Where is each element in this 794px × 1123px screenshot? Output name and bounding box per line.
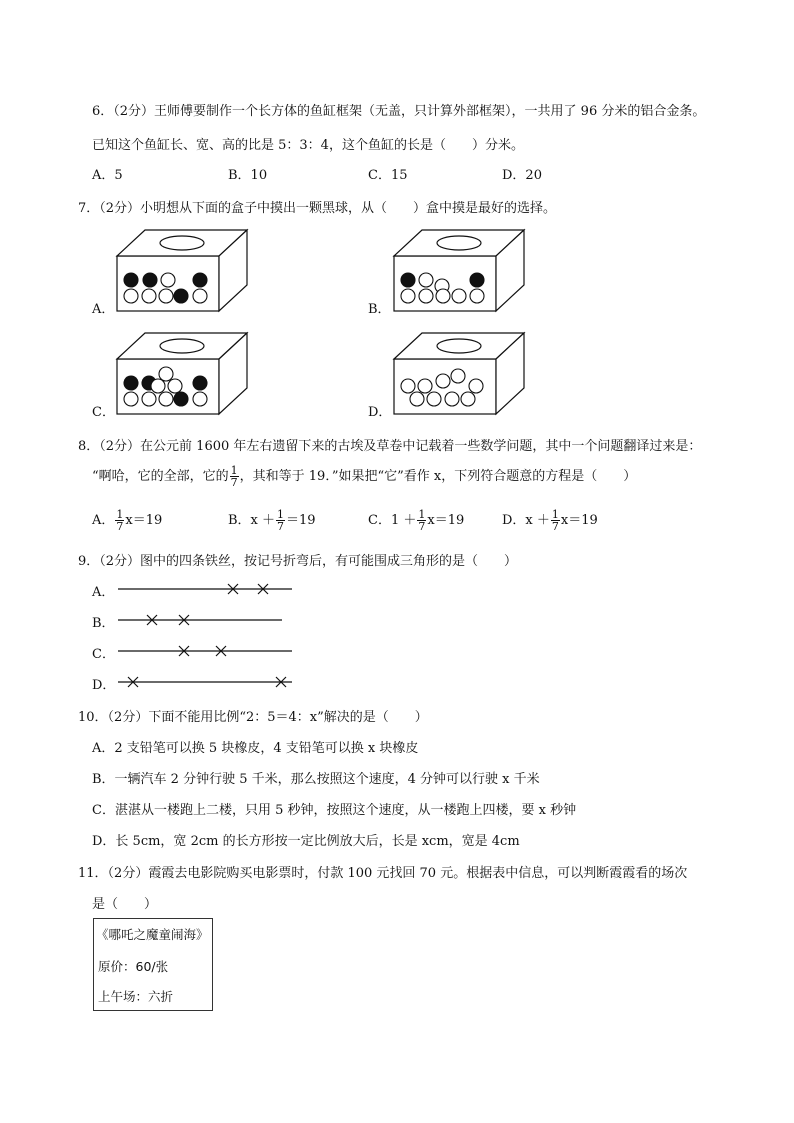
q7-label-a: A． — [92, 302, 115, 317]
q6-line2: 已知这个鱼缸长、宽、高的比是 5：3：4，这个鱼缸的长是（ ）分米。 — [92, 138, 524, 153]
white-ball — [410, 392, 424, 406]
white-ball — [461, 392, 475, 406]
ball-box-c — [115, 331, 250, 416]
white-ball — [470, 289, 484, 303]
box-opening — [437, 236, 481, 250]
white-ball — [159, 367, 173, 381]
q8-option-a: A． $\frac{1}{7}$ x＝19 — [92, 508, 163, 533]
q8-option-c: C．1 ＋ $\frac{1}{7}$ x＝19 — [368, 508, 465, 533]
q10-option-c: C．湛湛从一楼跑上二楼，只用 5 秒钟，按照这个速度，从一楼跑上四楼，要 x 秒钟 — [92, 803, 577, 818]
black-ball — [401, 273, 415, 287]
black-ball — [124, 273, 138, 287]
white-ball — [419, 273, 433, 287]
white-ball — [124, 392, 138, 406]
q7-label-b: B． — [368, 302, 391, 317]
q9-label-d: D． — [92, 678, 116, 693]
black-ball — [193, 273, 207, 287]
white-ball — [427, 392, 441, 406]
white-ball — [451, 369, 465, 383]
white-ball — [151, 379, 165, 393]
white-ball — [168, 379, 182, 393]
white-ball — [445, 392, 459, 406]
q9-label-a: A． — [92, 585, 115, 600]
q6-option-d: D．20 — [502, 168, 542, 183]
q6-option-b: B．10 — [228, 168, 268, 183]
q9-label-b: B． — [92, 616, 115, 631]
q8-option-d: D．x ＋ $\frac{1}{7}$ x＝19 — [502, 508, 598, 533]
q11-line2: 是（ ） — [92, 897, 158, 912]
wire-c — [110, 641, 300, 661]
white-ball — [161, 273, 175, 287]
q9-text: 9．（2分）图中的四条铁丝，按记号折弯后，有可能围成三角形的是（ ） — [78, 554, 518, 569]
q8-fraction: $\frac{1}{7}$ — [230, 464, 238, 489]
white-ball — [452, 289, 466, 303]
box-opening — [160, 236, 204, 250]
wire-a — [110, 579, 300, 599]
ball-box-a — [115, 228, 250, 313]
q8-line2 — [92, 462, 636, 492]
white-ball — [418, 379, 432, 393]
box-opening — [160, 339, 204, 353]
q11-line1: 11．（2分）霞霞去电影院购买电影票时，付款 100 元找回 70 元。根据表中信息，可以判断霞霞看的场次 — [78, 866, 688, 881]
q10-option-a: A．2 支铅笔可以换 5 块橡皮，4 支铅笔可以换 x 块橡皮 — [92, 741, 419, 756]
q8-option-b: B．x ＋ $\frac{1}{7}$ ＝19 — [228, 508, 316, 533]
q7-label-c: C． — [92, 405, 115, 420]
q6-option-a: A．5 — [92, 168, 123, 183]
black-ball — [143, 273, 157, 287]
q6-line1: 6．（2分）王师傅要制作一个长方体的鱼缸框架（无盖，只计算外部框架），一共用了 96 分米的铝合金条。 — [92, 104, 706, 119]
wire-b — [110, 610, 300, 630]
ticket-discount: 上午场：六折 — [98, 989, 174, 1004]
white-ball — [401, 379, 415, 393]
q7-text: 7．（2分）小明想从下面的盒子中摸出一颗黑球，从（ ）盒中摸是最好的选择。 — [78, 201, 557, 216]
black-ball — [193, 376, 207, 390]
white-ball — [469, 379, 483, 393]
wire-d — [110, 672, 300, 692]
white-ball — [436, 289, 450, 303]
white-ball — [401, 289, 415, 303]
q8-line2-a: “啊哈，它的全部，它的 — [92, 469, 229, 484]
q6-option-c: C．15 — [368, 168, 408, 183]
white-ball — [124, 289, 138, 303]
q8-line2-b: ，其和等于 19．”如果把“它”看作 x，下列符合题意的方程是（ ） — [239, 469, 637, 484]
ball-box-b — [392, 228, 527, 313]
black-ball — [174, 392, 188, 406]
q7-label-d: D． — [368, 405, 392, 420]
q10-option-b: B．一辆汽车 2 分钟行驶 5 千米，那么按照这个速度，4 分钟可以行驶 x 千米 — [92, 772, 540, 787]
black-ball — [174, 289, 188, 303]
q10-text: 10．（2分）下面不能用比例“2：5＝4：x”解决的是（ ） — [78, 710, 428, 725]
q10-option-d: D．长 5cm，宽 2cm 的长方形按一定比例放大后，长是 xcm，宽是 4cm — [92, 834, 520, 849]
box-opening — [437, 339, 481, 353]
white-ball — [159, 289, 173, 303]
white-ball — [193, 289, 207, 303]
ticket-title: 《哪吒之魔童闹海》 — [96, 927, 209, 942]
white-ball — [419, 289, 433, 303]
ball-box-d — [392, 331, 527, 416]
black-ball — [124, 376, 138, 390]
ticket-info-box — [93, 918, 213, 1011]
white-ball — [142, 392, 156, 406]
black-ball — [470, 273, 484, 287]
white-ball — [193, 392, 207, 406]
q9-label-c: C． — [92, 647, 115, 662]
white-ball — [159, 392, 173, 406]
white-ball — [436, 374, 450, 388]
q8-line1: 8．（2分）在公元前 1600 年左右遗留下来的古埃及草卷中记载着一些数学问题，其中一个问题翻译过来是： — [78, 439, 702, 454]
ticket-price: 原价：60/张 — [98, 959, 169, 974]
white-ball — [142, 289, 156, 303]
